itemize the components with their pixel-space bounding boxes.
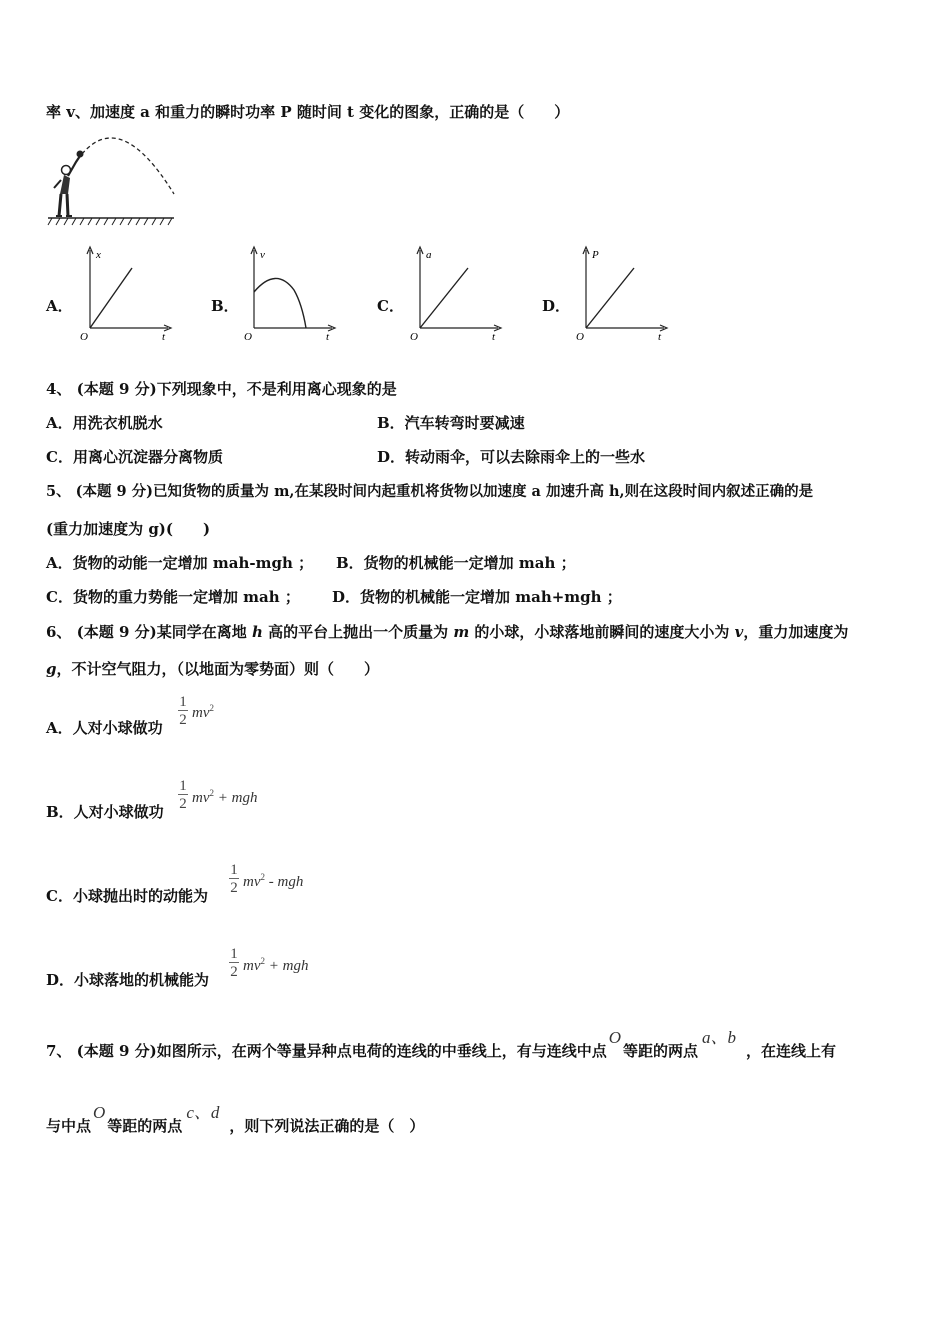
q5-stem-line1: 5、 (本题 9 分)已知货物的质量为 m,在某段时间内起重机将货物以加速度 a 加速升高 h,则在这段时间内叙述正确的是	[46, 483, 814, 500]
q7-stem-line1: 7、 (本题 9 分)如图所示，在两个等量异种点电荷的连线的中垂线上，有与连线中点O等距的两点a、b，在连线上有	[46, 1028, 837, 1060]
graph-d-label[interactable]: D．	[542, 297, 571, 315]
graph-c	[404, 244, 504, 344]
graph-d	[570, 244, 670, 344]
q6-stem-line2: g，不计空气阻力，（以地面为零势面）则（ ）	[46, 660, 380, 678]
graph-c-xlabel: t	[492, 331, 496, 343]
q4-option-a[interactable]: A．用洗衣机脱水	[46, 414, 163, 432]
q5-stem-line2: (重力加速度为 g)( )	[46, 520, 211, 538]
graph-d-origin: O	[576, 331, 584, 343]
graph-a-xlabel: t	[162, 331, 166, 343]
graph-a	[74, 244, 174, 344]
q4-option-c[interactable]: C．用离心沉淀器分离物质	[46, 448, 223, 466]
graph-a-ylabel: x	[96, 249, 101, 261]
q5-option-b[interactable]: B．货物的机械能一定增加 mah ；	[336, 554, 576, 572]
graph-c-label[interactable]: C．	[377, 297, 404, 315]
q4-stem: 4、 (本题 9 分)下列现象中，不是利用离心现象的是	[46, 380, 397, 398]
graph-a-origin: O	[80, 331, 88, 343]
q6-a-formula: 1 2	[179, 694, 187, 728]
graph-b	[238, 244, 338, 344]
q7-stem-line2: 与中点O等距的两点c、d，则下列说法正确的是（ ）	[46, 1103, 425, 1135]
graph-c-origin: O	[410, 331, 418, 343]
graph-b-ylabel: v	[260, 249, 265, 261]
q6-option-a[interactable]: A．人对小球做功	[46, 719, 163, 737]
q5-option-a[interactable]: A．货物的动能一定增加 mah-mgh ；	[46, 554, 314, 572]
thrower-illustration	[46, 136, 178, 228]
q6-d-formula: 1 2	[230, 946, 238, 980]
q3-intro: 率 v、加速度 a 和重力的瞬时功率 P 随时间 t 变化的图象，正确的是（ ）	[46, 103, 570, 121]
q6-stem-line1: 6、 (本题 9 分)某同学在离地 h 高的平台上抛出一个质量为 m 的小球，小球落地前瞬间的速度大小为 v，重力加速度为	[46, 623, 849, 641]
q5-option-d[interactable]: D．货物的机械能一定增加 mah+mgh ；	[332, 588, 622, 606]
q5-option-c[interactable]: C．货物的重力势能一定增加 mah ；	[46, 588, 300, 606]
graph-b-label[interactable]: B．	[211, 297, 239, 315]
graph-d-xlabel: t	[658, 331, 662, 343]
q6-b-formula: 1 2	[179, 778, 187, 812]
graph-b-xlabel: t	[326, 331, 330, 343]
graph-c-ylabel: a	[426, 249, 432, 261]
graph-a-label[interactable]: A．	[46, 297, 73, 315]
graph-b-origin: O	[244, 331, 252, 343]
q6-c-formula: 1 2	[230, 862, 238, 896]
q6-option-d[interactable]: D．小球落地的机械能为	[46, 971, 210, 989]
graph-d-ylabel: P	[592, 249, 599, 261]
q6-option-b[interactable]: B．人对小球做功	[46, 803, 164, 821]
q4-option-d[interactable]: D．转动雨伞，可以去除雨伞上的一些水	[377, 448, 646, 466]
q4-option-b[interactable]: B．汽车转弯时要减速	[377, 414, 525, 432]
q6-option-c[interactable]: C．小球抛出时的动能为	[46, 887, 208, 905]
